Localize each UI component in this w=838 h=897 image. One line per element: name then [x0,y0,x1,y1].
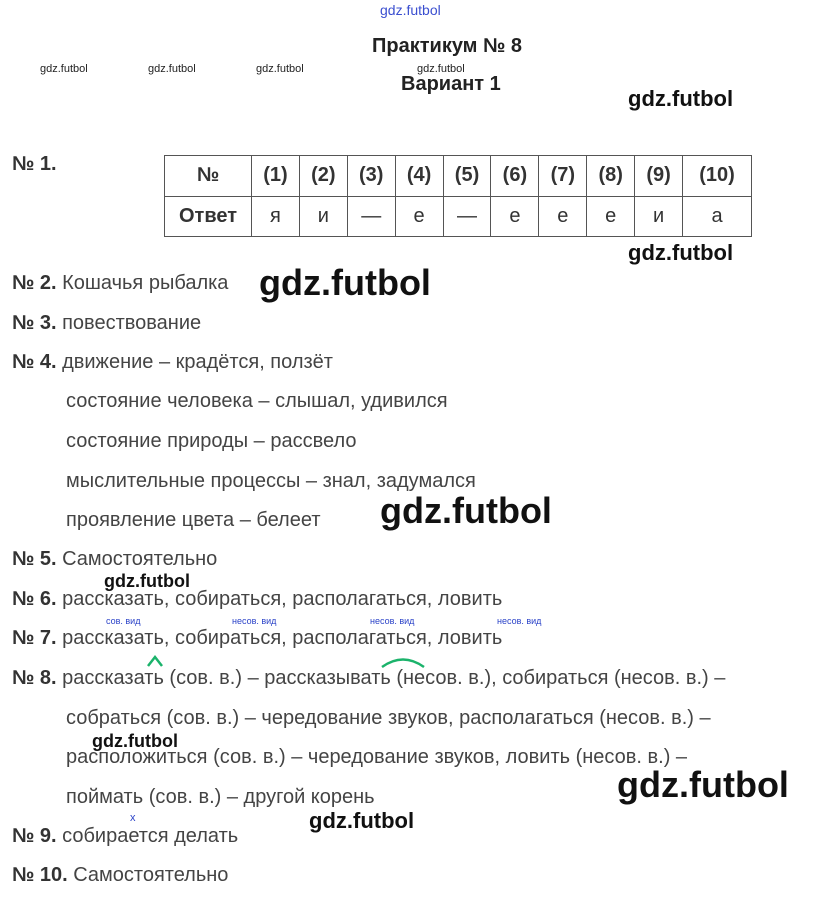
table-cell: (1) [252,156,300,197]
task2-label: № 2. [12,272,57,294]
task10-line [12,864,228,887]
watermark-top: gdz.futbol [380,2,441,18]
watermark-small-2: gdz.futbol [148,63,196,75]
task7-label: № 7. [12,627,57,649]
task7-line [12,627,502,650]
task9-label: № 9. [12,825,57,847]
answer-table-header-row [165,156,752,197]
task3-text: повествование [62,312,202,334]
task4-text-5: проявление цвета – белеет [66,509,321,531]
task7-note-4: несов. вид [497,616,542,626]
watermark-big-3: gdz.futbol [617,764,789,805]
task4-line-1 [12,351,333,374]
task7-note-3: несов. вид [370,616,415,626]
answer-table-answer-row [165,196,752,237]
table-cell: (10) [683,156,752,197]
table-cell: е [491,196,539,237]
watermark-big-1: gdz.futbol [259,262,431,303]
page-title: Практикум № 8 [372,35,523,57]
task8-text-3: расположиться (сов. в.) – чередование звуков, ловить (несов. в.) – [66,746,688,768]
table-cell: и [635,196,683,237]
table-cell: (8) [587,156,635,197]
task6-text: рассказать, собираться, располагаться, ловить [62,588,503,610]
task8-text-2: собраться (сов. в.) – чередование звуков, располагаться (несов. в.) – [66,707,711,729]
task4-label: № 4. [12,351,57,373]
watermark-small-3: gdz.futbol [256,63,304,75]
table-cell: е [587,196,635,237]
task6-label: № 6. [12,588,57,610]
table-cell: (3) [347,156,395,197]
task3-label: № 3. [12,312,57,334]
table-cell: а [683,196,752,237]
task2-text: Кошачья рыбалка [62,272,229,294]
table-cell: (2) [299,156,347,197]
task10-text: Самостоятельно [73,864,229,886]
task1-label: № 1. [12,153,57,175]
table-cell: (7) [539,156,587,197]
task3-line [12,312,201,335]
table-cell: (6) [491,156,539,197]
watermark-small-1: gdz.futbol [40,63,88,75]
table-cell: я [252,196,300,237]
variant-title: Вариант 1 [401,73,501,95]
table-cell: е [395,196,443,237]
task5-line [12,548,217,571]
table-cell: — [347,196,395,237]
task4-text-1: движение – крадётся, ползёт [62,351,333,373]
task9-line [12,825,238,848]
task7-note-2: несов. вид [232,616,277,626]
task10-label: № 10. [12,864,68,886]
watermark-small-4: gdz.futbol [417,63,465,75]
table-cell: (5) [443,156,491,197]
task4-text-2: состояние человека – слышал, удивился [66,390,448,412]
watermark-mid-2: gdz.futbol [92,731,178,751]
task6-line [12,588,502,611]
task4-text-3: состояние природы – рассвело [66,430,357,452]
task9-mark: x [130,812,136,824]
watermark-mid-3: gdz.futbol [309,808,415,833]
task8-line-1 [12,667,725,690]
table-header-cell: № [165,156,252,197]
watermark-right-1: gdz.futbol [628,86,734,111]
task4-text-4: мыслительные процессы – знал, задумался [66,470,476,492]
suffix-mark-icon [146,654,164,668]
answer-table [164,155,752,237]
task8-label: № 8. [12,667,57,689]
task9-text: собирается делать [62,825,239,847]
task5-label: № 5. [12,548,57,570]
task7-note-1: сов. вид [106,616,141,626]
table-cell: — [443,196,491,237]
task5-text: Самостоятельно [62,548,218,570]
table-row-header-cell: Ответ [165,196,252,237]
watermark-right-2: gdz.futbol [628,240,734,265]
task2-line [12,272,228,295]
watermark-mid-1: gdz.futbol [104,571,190,591]
task7-text: рассказать, собираться, располагаться, ловить [62,627,503,649]
table-cell: (9) [635,156,683,197]
watermark-big-2: gdz.futbol [380,490,552,531]
table-cell: (4) [395,156,443,197]
task8-text-1: рассказать (сов. в.) – рассказывать (несов. в.), собираться (несов. в.) – [62,667,726,689]
table-cell: е [539,196,587,237]
table-cell: и [299,196,347,237]
task8-text-4: поймать (сов. в.) – другой корень [66,786,375,808]
